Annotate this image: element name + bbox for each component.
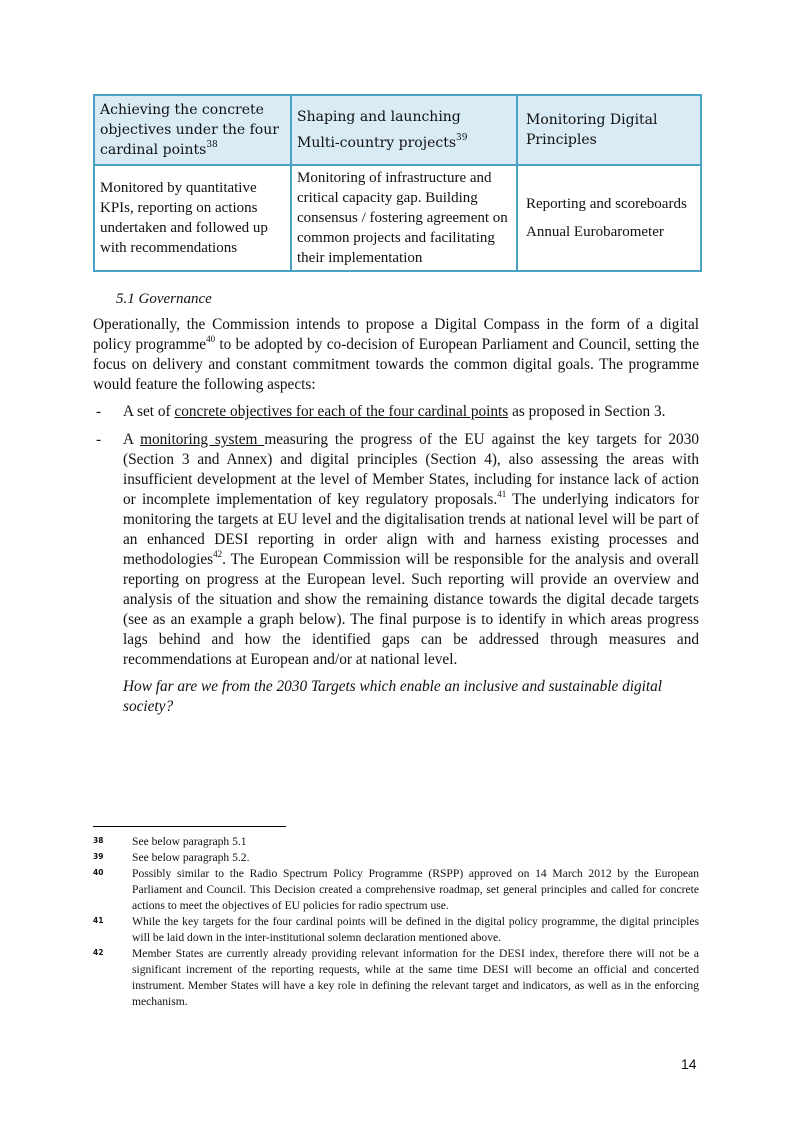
section-heading: 5.1 Governance (116, 291, 212, 307)
footnote: 38 See below paragraph 5.1 (93, 835, 247, 848)
footnote: 40 Possibly similar to the Radio Spectrum Policy Programme (RSPP) approved on 14 March 2012 by the European Parliament and Council. This Decision created a comprehensive roadmap, set general principles and called for concrete actions to meet the objectives of EU policies for radio spectrum use. (93, 867, 699, 912)
table-cell: Monitoring of infrastructure and critical capacity gap. Building consensus / fostering agreement on common projects and facilitating their implementation (291, 165, 517, 271)
footnotes (93, 834, 699, 1010)
footnote-ref[interactable]: 41 (497, 488, 507, 499)
footnote: 39 See below paragraph 5.2. (93, 851, 250, 864)
underlined-link[interactable]: monitoring system (140, 431, 265, 448)
footnote-ref[interactable]: 38 (206, 140, 218, 151)
table-header-cell: Shaping and launching Multi-country projects$^{39}$ (291, 95, 517, 165)
table-header-cell: Monitoring Digital Principles (517, 95, 701, 165)
governance-table (93, 94, 702, 272)
footnote: 42 Member States are currently already providing relevant information for the DESI index, therefore there will not be a significant increment of the reporting requests, while at the same time DESI will become an official and concerted instrument. Member States will have a key role in defining the relevant target and indicators, as well as in the enforcing mechanism. (93, 947, 699, 1008)
footnote: 41 While the key targets for the four cardinal points will be defined in the digital policy programme, the digital principles will be laid down in the inter-institutional solemn declaration mentioned above. (93, 915, 699, 944)
footnote-ref[interactable]: 40 (206, 333, 216, 344)
table-row (94, 165, 701, 271)
table-header-cell: Achieving the concrete objectives under the four cardinal points$^{38}$ (94, 95, 291, 165)
list-item: - A monitoring system measuring the progress of the EU against the key targets for 2030 (Section 3 and Annex) and digital principles (Section 4), also assessing the areas with insufficient development at the level of Member States, including for instance lack of action or incomplete implementation of key regulatory proposals.$^{41}$ The underlying indicators for monitoring the targets at EU level and the digitalisation trends at national level will be part of an enhanced DESI reporting in order align with and harness existing processes and methodologies$^{42}$. The European Commission will be responsible for the analysis and overall reporting on progress at the European level. Such reporting will provide an overview and analysis of the situation and show the remaining distance towards the digital decade targets (see as an example a graph below). The final purpose is to identify in which areas progress lags behind and how the identified gaps can be addressed through measures and recommendations at European and/or at national level. (96, 431, 700, 668)
table-cell: Reporting and scoreboards Annual Eurobarometer (517, 165, 701, 271)
intro-paragraph: Operationally, the Commission intends to propose a Digital Compass in the form of a digital policy programme$^{40}$ to be adopted by co-decision of European Parliament and Council, setting the focus on delivery and constant commitment towards the common digital goals. The programme would feature the following aspects: (93, 316, 699, 393)
footnote-ref[interactable]: 39 (456, 133, 468, 144)
aspects-list (93, 402, 699, 678)
footnote-separator (93, 826, 286, 827)
table-header-row (94, 95, 701, 165)
footnote-ref[interactable]: 42 (213, 548, 223, 559)
page-number: 14 (681, 1056, 697, 1072)
list-item: - A set of concrete objectives for each of the four cardinal points as proposed in Section 3. (96, 403, 666, 420)
graph-caption-question: How far are we from the 2030 Targets which enable an inclusive and sustainable digital society? (123, 678, 663, 715)
table-cell: Monitored by quantitative KPIs, reporting on actions undertaken and followed up with recommendations (94, 165, 291, 271)
underlined-link[interactable]: concrete objectives for each of the four cardinal points (174, 403, 509, 420)
